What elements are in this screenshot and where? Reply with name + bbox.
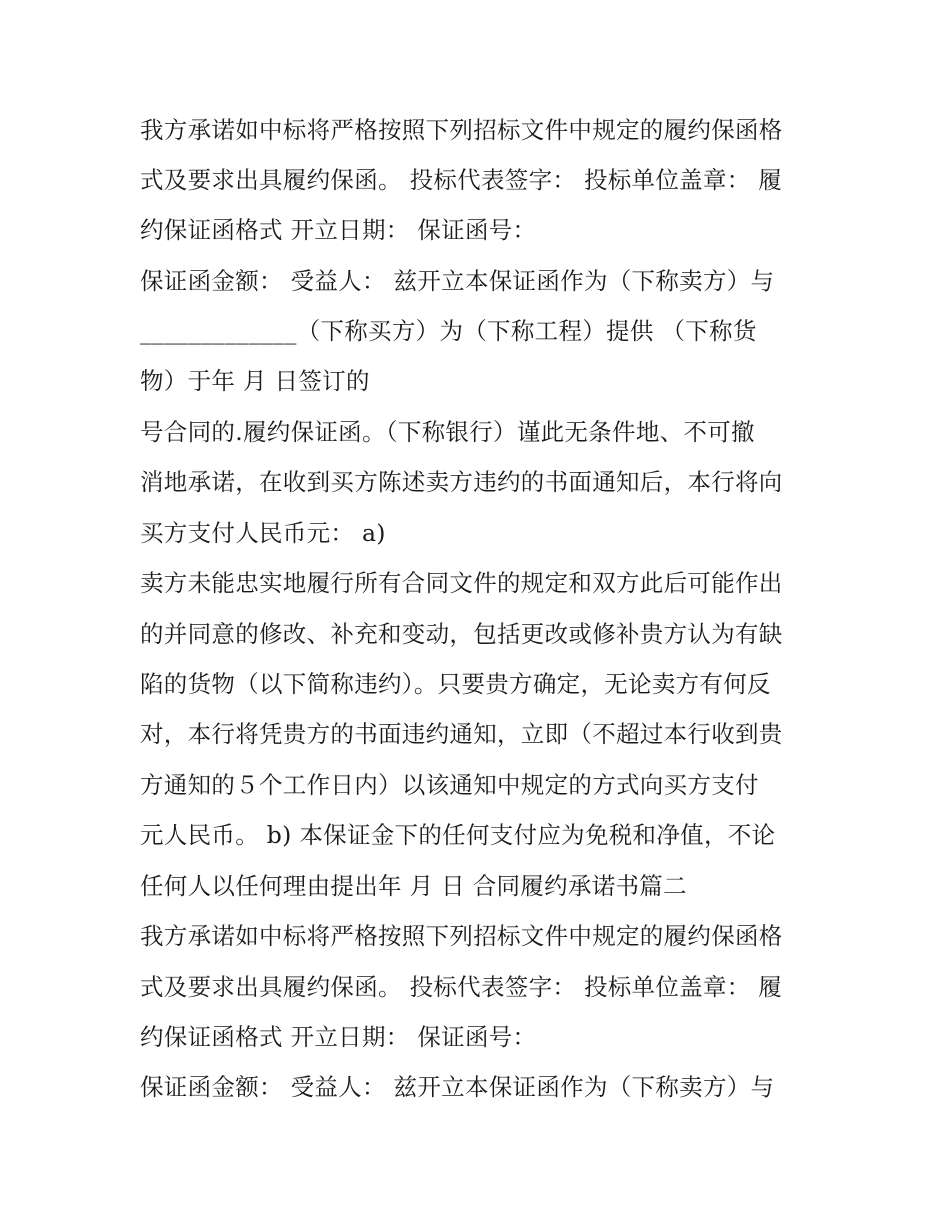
text-line: 对，本行将凭贵方的书面违约通知，立即（不超过本行收到贵 [140, 720, 783, 748]
text-line: 我方承诺如中标将严格按照下列招标文件中规定的履约保函格 [140, 922, 783, 950]
text-line: 约保证函格式 开立日期： 保证函号： [140, 216, 537, 244]
text-line: 卖方未能忠实地履行所有合同文件的规定和双方此后可能作出 [140, 569, 783, 597]
text-line: 买方支付人民币元： a) [140, 519, 386, 547]
text-line: _____________（下称买方）为（下称工程）提供 （下称货 [140, 317, 757, 345]
text-line: 保证函金额： 受益人： 兹开立本保证函作为（下称卖方）与 [140, 267, 775, 295]
text-line: 任何人以任何理由提出年 月 日 合同履约承诺书篇二 [140, 872, 687, 900]
text-line: 式及要求出具履约保函。 投标代表签字： 投标单位盖章： 履 [140, 166, 783, 194]
text-line: 物）于年 月 日签订的 [140, 367, 370, 395]
text-line: 方通知的５个工作日内）以该通知中规定的方式向买方支付 [140, 771, 759, 799]
text-line: 我方承诺如中标将严格按照下列招标文件中规定的履约保函格 [140, 116, 783, 144]
text-line: 号合同的.履约保证函。（下称银行）谨此无条件地、不可撤 [140, 418, 755, 446]
text-line: 保证函金额： 受益人： 兹开立本保证函作为（下称卖方）与 [140, 1073, 775, 1101]
text-line: 的并同意的修改、补充和变动，包括更改或修补贵方认为有缺 [140, 620, 783, 648]
text-line: 陷的货物（以下简称违约）。只要贵方确定，无论卖方有何反 [140, 670, 771, 698]
text-line: 消地承诺，在收到买方陈述卖方违约的书面通知后，本行将向 [140, 468, 783, 496]
text-line: 约保证函格式 开立日期： 保证函号： [140, 1023, 537, 1051]
text-line: 式及要求出具履约保函。 投标代表签字： 投标单位盖章： 履 [140, 973, 783, 1001]
text-line: 元人民币。 b) 本保证金下的任何支付应为免税和净值，不论 [140, 821, 776, 849]
